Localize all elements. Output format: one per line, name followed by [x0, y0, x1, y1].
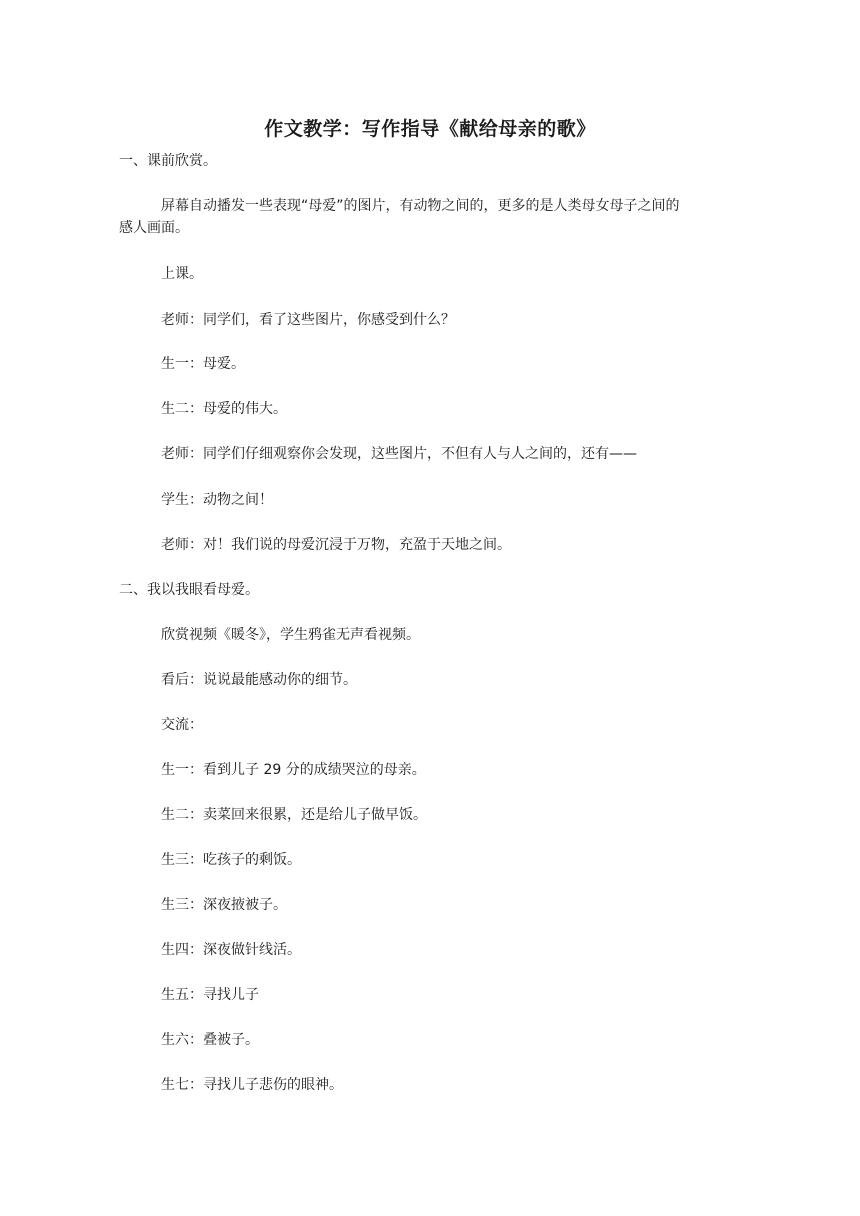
list-item: 生五：寻找儿子 — [161, 987, 259, 1003]
paragraph-after-video: 看后：说说最能感动你的细节。 — [161, 672, 357, 688]
paragraph-teacher-observe: 老师：同学们仔细观察你会发现，这些图片，不但有人与人之间的，还有—— — [161, 446, 637, 462]
paragraph-students-animals: 学生：动物之间！ — [161, 492, 273, 508]
paragraph-video: 欣赏视频《暖冬》，学生鸦雀无声看视频。 — [161, 627, 420, 643]
document-title: 作文教学：写作指导《献给母亲的歌》 — [264, 118, 596, 140]
section-2-heading: 二、我以我眼看母爱。 — [119, 582, 259, 598]
paragraph-student-one: 生一：母爱。 — [161, 356, 245, 372]
list-item: 生二：卖菜回来很累，还是给儿子做早饭。 — [161, 807, 427, 823]
section-1-intro-line-2: 感人画面。 — [119, 220, 189, 236]
list-item: 生三：深夜掖被子。 — [161, 897, 287, 913]
paragraph-class-start: 上课。 — [161, 266, 203, 282]
section-1-intro-line-1: 屏幕自动播发一些表现“母爱”的图片，有动物之间的，更多的是人类母女母子之间的 — [161, 198, 680, 214]
paragraph-teacher-question: 老师：同学们，看了这些图片，你感受到什么？ — [161, 312, 455, 328]
list-item: 生三：吃孩子的剩饭。 — [161, 852, 301, 868]
list-item: 生一：看到儿子 29 分的成绩哭泣的母亲。 — [161, 762, 426, 778]
list-item: 生七：寻找儿子悲伤的眼神。 — [161, 1077, 343, 1093]
list-item: 生六：叠被子。 — [161, 1032, 259, 1048]
list-item: 生四：深夜做针线活。 — [161, 942, 301, 958]
paragraph-exchange: 交流： — [161, 717, 203, 733]
section-1-heading: 一、课前欣赏。 — [119, 153, 217, 169]
paragraph-student-two: 生二：母爱的伟大。 — [161, 401, 287, 417]
paragraph-teacher-conclusion: 老师：对！我们说的母爱沉浸于万物，充盈于天地之间。 — [161, 537, 511, 553]
